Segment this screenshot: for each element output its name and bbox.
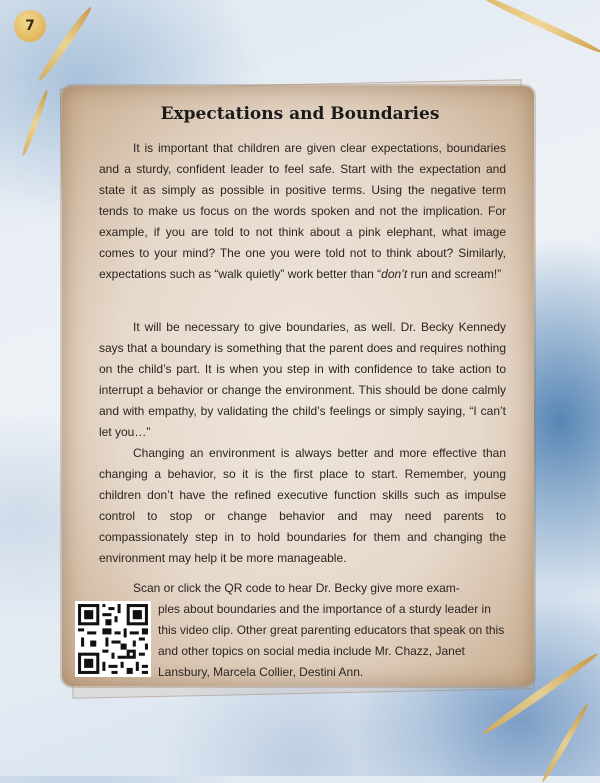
- gold-streak-bottom-right-2: [540, 703, 590, 783]
- page-title: Expectations and Boundaries: [160, 104, 440, 124]
- paragraph-environment: [99, 443, 506, 569]
- paragraph-3-text: Changing an environment is always better and more effective than changing a behavior, so it is the first place to start. Remember, young children don’t have the refined executive function skills such as impulse control to stop or change behavior and may need parents to compassionately step in to hold boundaries for them and changing the environment may help it be more manageable.: [99, 446, 506, 565]
- qr-paragraph-rest: ples about boundaries and the importance of a sturdy leader in this video clip. Other great parenting educators that speak on this and other topics on social media include Mr. Chazz, Janet Lansbury, Marcela Collier, Destini Ann.: [158, 602, 505, 679]
- qr-code-image: [75, 601, 151, 677]
- gold-streak-top-right: [475, 0, 600, 56]
- page-number: 7: [25, 18, 35, 34]
- qr-code[interactable]: [75, 601, 151, 677]
- paragraph-1-italic: don’t: [381, 267, 408, 281]
- qr-paragraph-first-line: Scan or click the QR code to hear Dr. Becky give more exam-: [133, 581, 460, 595]
- page-number-badge: [14, 10, 46, 42]
- paragraph-expectations: [99, 138, 506, 285]
- paragraph-boundaries: [99, 317, 506, 443]
- paragraph-2-text: It will be necessary to give boundaries, as well. Dr. Becky Kennedy says that a boundary is something that the parent does and requires nothing on the child’s part. It is when you step in with confidence to take action to interrupt a behavior or change the environment. This should be done calmly and with empathy, by validating the child’s feelings or simply saying, “I can’t let you…”: [99, 320, 506, 439]
- paragraph-1-end: run and scream!”: [407, 267, 502, 281]
- gold-streak-top-left: [36, 5, 94, 83]
- paragraph-1-text: It is important that children are given clear expectations, boundaries and a sturdy, confident leader to feel safe. Start with the expectation and state it as simply as possible in positive terms. Using the negative term tends to make us focus on the words spoken and not the implication. For example, if you are told to not think about a pink elephant, what image comes to your mind? The one you were told not to think about? Similarly, expectations such as “walk quietly” work better than “: [99, 141, 506, 281]
- paragraph-qr: [99, 578, 506, 683]
